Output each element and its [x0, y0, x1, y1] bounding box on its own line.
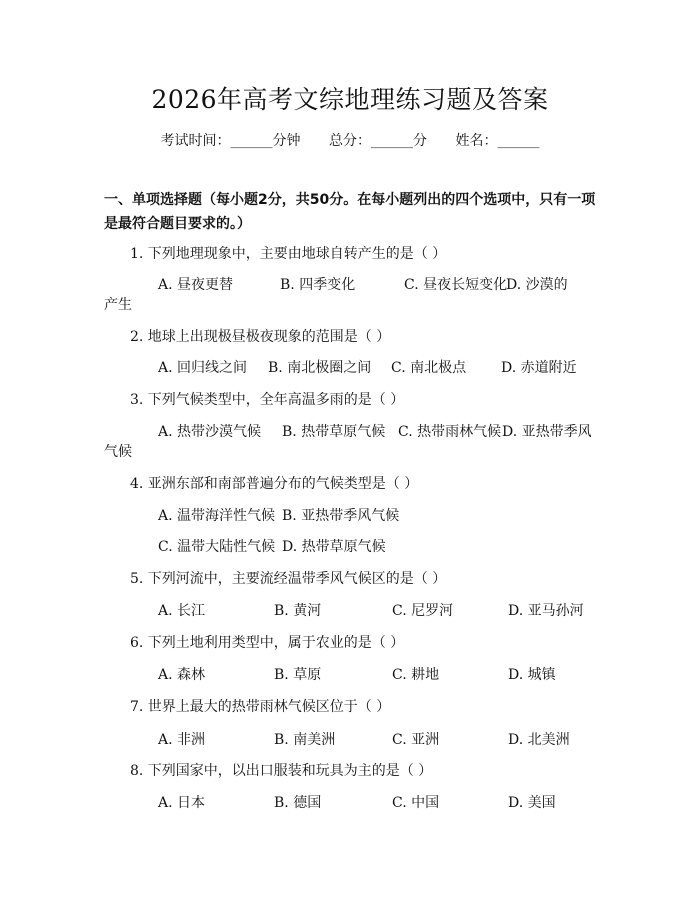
option-b: B. 南美洲 — [274, 732, 336, 748]
option-d: D. 热带草原气候 — [282, 539, 386, 555]
option-d: D. 北美洲 — [508, 732, 570, 748]
option-c: C. 温带大陆性气候 — [158, 539, 276, 555]
option-b: B. 四季变化 — [280, 277, 356, 293]
student-name-field: 姓名：______ — [455, 133, 540, 149]
question-options — [104, 793, 600, 813]
question-stem: 5. 下列河流中，主要流经温带季风气候区的是（ ） — [130, 571, 447, 587]
option-c: C. 昼夜长短变化 — [404, 277, 508, 293]
question-stem: 3. 下列气候类型中，全年高温多雨的是（ ） — [130, 392, 405, 408]
option-c: C. 耕地 — [392, 667, 440, 683]
exam-time-field: 考试时间：______分钟 — [160, 133, 301, 149]
question-options — [104, 358, 600, 378]
option-c: C. 中国 — [392, 795, 440, 811]
option-c: C. 亚洲 — [392, 732, 440, 748]
option-d: D. 赤道附近 — [501, 360, 577, 376]
option-a: A. 长江 — [158, 603, 206, 619]
option-c: C. 南北极点 — [391, 360, 467, 376]
question-options — [104, 275, 600, 315]
option-a: A. 热带沙漠气候 — [158, 424, 262, 440]
option-b: B. 德国 — [274, 795, 322, 811]
option-c: C. 热带雨林气候 — [398, 424, 502, 440]
question-options — [104, 665, 600, 685]
option-a: A. 温带海洋性气候 — [158, 508, 276, 524]
question-options — [104, 422, 600, 462]
question-options — [104, 601, 600, 621]
question-options — [104, 730, 600, 750]
option-a: A. 非洲 — [158, 732, 206, 748]
question-options — [104, 506, 600, 526]
option-d: D. 亚热带季风 — [502, 424, 592, 440]
option-b: B. 亚热带季风气候 — [282, 508, 400, 524]
question-stem: 1. 下列地理现象中，主要由地球自转产生的是（ ） — [130, 246, 447, 262]
option-d: D. 沙漠的 — [506, 277, 568, 293]
option-b: B. 南北极圈之间 — [268, 360, 372, 376]
option-overflow-text: 气候 — [104, 444, 132, 460]
option-a: A. 昼夜更替 — [158, 277, 234, 293]
question-stem: 7. 世界上最大的热带雨林气候区位于（ ） — [130, 699, 391, 715]
option-d: D. 美国 — [508, 795, 556, 811]
question-stem: 4. 亚洲东部和南部普遍分布的气候类型是（ ） — [130, 476, 419, 492]
option-a: A. 回归线之间 — [158, 360, 248, 376]
total-score-field: 总分：______分 — [329, 133, 427, 149]
question-stem: 8. 下列国家中，以出口服装和玩具为主的是（ ） — [130, 763, 433, 779]
page-title: 2026年高考文综地理练习题及答案 — [151, 85, 549, 114]
exam-info-line — [0, 131, 700, 151]
option-c: C. 尼罗河 — [392, 603, 454, 619]
question-stem: 2. 地球上出现极昼极夜现象的范围是（ ） — [130, 329, 391, 345]
option-overflow-text: 产生 — [104, 297, 132, 313]
option-a: A. 森林 — [158, 667, 206, 683]
question-stem: 6. 下列土地利用类型中，属于农业的是（ ） — [130, 635, 405, 651]
option-b: B. 黄河 — [274, 603, 322, 619]
option-b: B. 草原 — [274, 667, 322, 683]
question-options — [104, 537, 600, 557]
option-d: D. 亚马孙河 — [508, 603, 584, 619]
option-a: A. 日本 — [158, 795, 206, 811]
option-b: B. 热带草原气候 — [282, 424, 386, 440]
option-d: D. 城镇 — [508, 667, 556, 683]
section-heading: 一、单项选择题（每小题2分，共50分。在每小题列出的四个选项中，只有一项是最符合题目要求的。） — [104, 192, 596, 232]
